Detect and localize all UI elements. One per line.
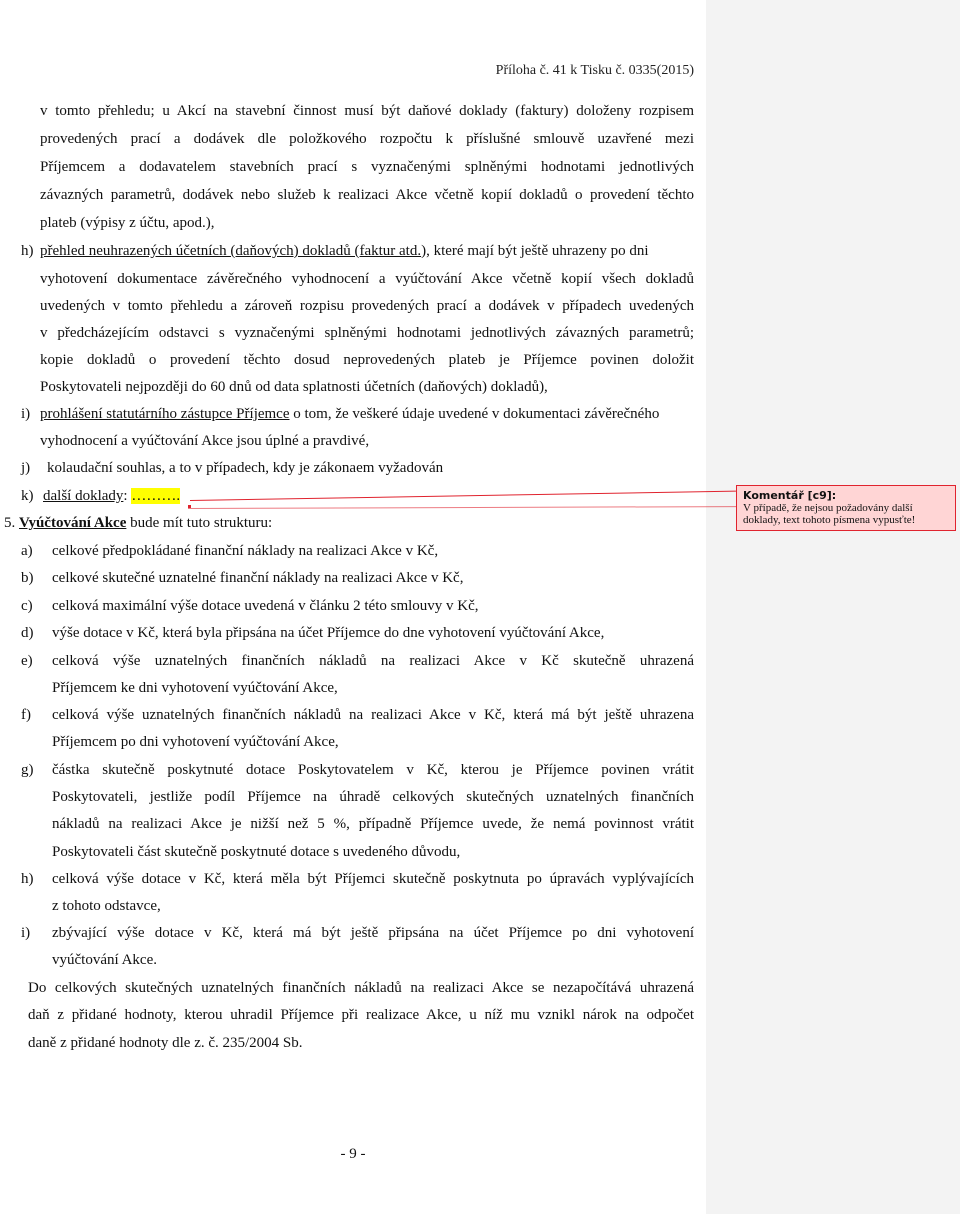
comment-title: Komentář [c9]:	[743, 489, 837, 502]
list-item-f: celková výše uznatelných finančních nákladů na realizaci Akce v Kč, která má být ještě uhrazena	[52, 707, 694, 723]
list-item-h2: celková výše dotace v Kč, která měla být Příjemci skutečně poskytnuta po úpravách vyplývajících	[52, 871, 694, 887]
paragraph-line: daně z přidané hodnoty dle z. č. 235/2004 Sb.	[28, 1035, 303, 1051]
text-line: vyúčtování Akce.	[52, 952, 157, 968]
text-line: Poskytovateli nejpozději do 60 dnů od data splatnosti účetních (daňových) dokladů),	[40, 379, 548, 395]
text-line: plateb (výpisy z účtu, apod.),	[40, 215, 215, 231]
list-label: a)	[21, 543, 33, 559]
text-line: provedených prací a dodávek dle položkového rozpočtu k příslušné smlouvě uzavřené mezi	[40, 131, 694, 147]
underlined-text: prohlášení statutárního zástupce Příjemce	[40, 406, 290, 422]
comment-text: V případě, že nejsou požadovány další doklady, text tohoto písmena vypusťte!	[743, 502, 916, 526]
text-line: vyhodnocení a vyúčtování Akce jsou úplné a pravdivé,	[40, 433, 370, 449]
list-item-g: částka skutečně poskytnuté dotace Poskytovatelem v Kč, kterou je Příjemce povinen vrátit	[52, 762, 694, 778]
text-span: o tom, že veškeré údaje uvedené v dokumentaci závěrečného	[289, 406, 660, 422]
list-item-j: kolaudační souhlas, a to v případech, kdy je zákonaem vyžadován	[47, 460, 444, 476]
underlined-text: další doklady	[43, 488, 124, 504]
list-label: i)	[21, 925, 31, 941]
text-span: ), které mají být ještě uhrazeny po dni	[421, 243, 649, 259]
list-label: d)	[21, 625, 34, 641]
list-item-c: celková maximální výše dotace uvedená v článku 2 této smlouvy v Kč,	[52, 598, 479, 614]
list-label: k)	[21, 488, 34, 504]
paragraph-line: daň z přidané hodnoty, kterou uhradil Příjemce při realizace Akce, u níž mu vznikl nárok na odpočet	[28, 1007, 694, 1023]
text-line: v tomto přehledu; u Akcí na stavební činnost musí být daňové doklady (faktury) doloženy rozpisem	[40, 103, 694, 119]
text-span: :	[123, 488, 132, 504]
comment-balloon[interactable]	[736, 485, 956, 531]
list-item-e: celková výše uznatelných finančních nákladů na realizaci Akce v Kč skutečně uhrazená	[52, 653, 694, 669]
list-item-a: celkové předpokládané finanční náklady na realizaci Akce v Kč,	[52, 543, 439, 559]
text-line: nákladů na realizaci Akce je nižší než 5 %, případně Příjemce uvede, že nemá povinnost vrátit	[52, 816, 694, 832]
text-line: Poskytovateli část skutečně poskytnuté dotace s uvedeného důvodu,	[52, 844, 461, 860]
text-line: z tohoto odstavce,	[52, 898, 161, 914]
list-label: f)	[21, 707, 31, 723]
list-item-b: celkové skutečné uznatelné finanční náklady na realizaci Akce v Kč,	[52, 570, 464, 586]
page-number: - 9 -	[340, 1146, 366, 1162]
list-label: h)	[21, 871, 34, 887]
text-line: Příjemcem po dni vyhotovení vyúčtování Akce,	[52, 734, 339, 750]
list-item-d: výše dotace v Kč, která byla připsána na účet Příjemce do dne vyhotovení vyúčtování Akce,	[52, 625, 605, 641]
page-header: Příloha č. 41 k Tisku č. 0335(2015)	[495, 63, 694, 78]
list-label: b)	[21, 570, 34, 586]
text-line: Příjemcem ke dni vyhotovení vyúčtování Akce,	[52, 680, 338, 696]
list-label: e)	[21, 653, 33, 669]
list-label: g)	[21, 762, 34, 778]
list-label: j)	[21, 460, 31, 476]
list-label: c)	[21, 598, 33, 614]
list-label: h)	[21, 243, 34, 259]
list-item-k	[43, 487, 180, 505]
list-item-i2: zbývající výše dotace v Kč, která má být ještě připsána na účet Příjemce po dni vyhotovení	[52, 925, 694, 941]
section-number: 5.	[4, 515, 19, 531]
list-item-h	[40, 242, 649, 260]
text-line: závazných parametrů, dodávek nebo služeb k realizaci Akce včetně kopií dokladů o provedení těchto	[40, 187, 694, 203]
section-title: Vyúčtování Akce	[19, 515, 127, 531]
text-line: kopie dokladů o provedení těchto dosud neprovedených plateb je Příjemce povinen doložit	[40, 352, 694, 368]
text-line: uvedených v tomto přehledu a zároveň rozpisu provedených prací a dodávek v případech uvedených	[40, 298, 694, 314]
text-line: Příjemcem a dodavatelem stavebních prací s vyznačenými splněnými hodnotami jednotlivých	[40, 159, 694, 175]
list-label: i)	[21, 406, 31, 422]
text-span: bude mít tuto strukturu:	[126, 515, 273, 531]
text-line: vyhotovení dokumentace závěrečného vyhodnocení a vyúčtování Akce včetně kopií všech dokladů	[40, 271, 694, 287]
list-item-i	[40, 405, 659, 423]
paragraph-line: Do celkových skutečných uznatelných finančních nákladů na realizaci Akce se nezapočítává uhrazená	[28, 980, 694, 996]
section-heading	[4, 514, 272, 532]
text-line: Poskytovateli, jestliže podíl Příjemce na úhradě celkových skutečných uznatelných finančních	[52, 789, 694, 805]
text-line: v předcházejícím odstavci s vyznačenými splněnými hodnotami jednotlivých závazných parametrů;	[40, 325, 694, 341]
highlighted-placeholder[interactable]: ……….	[131, 488, 181, 504]
comments-margin	[706, 0, 960, 1214]
underlined-text: přehled neuhrazených účetních (daňových) dokladů (faktur atd.	[40, 243, 422, 259]
